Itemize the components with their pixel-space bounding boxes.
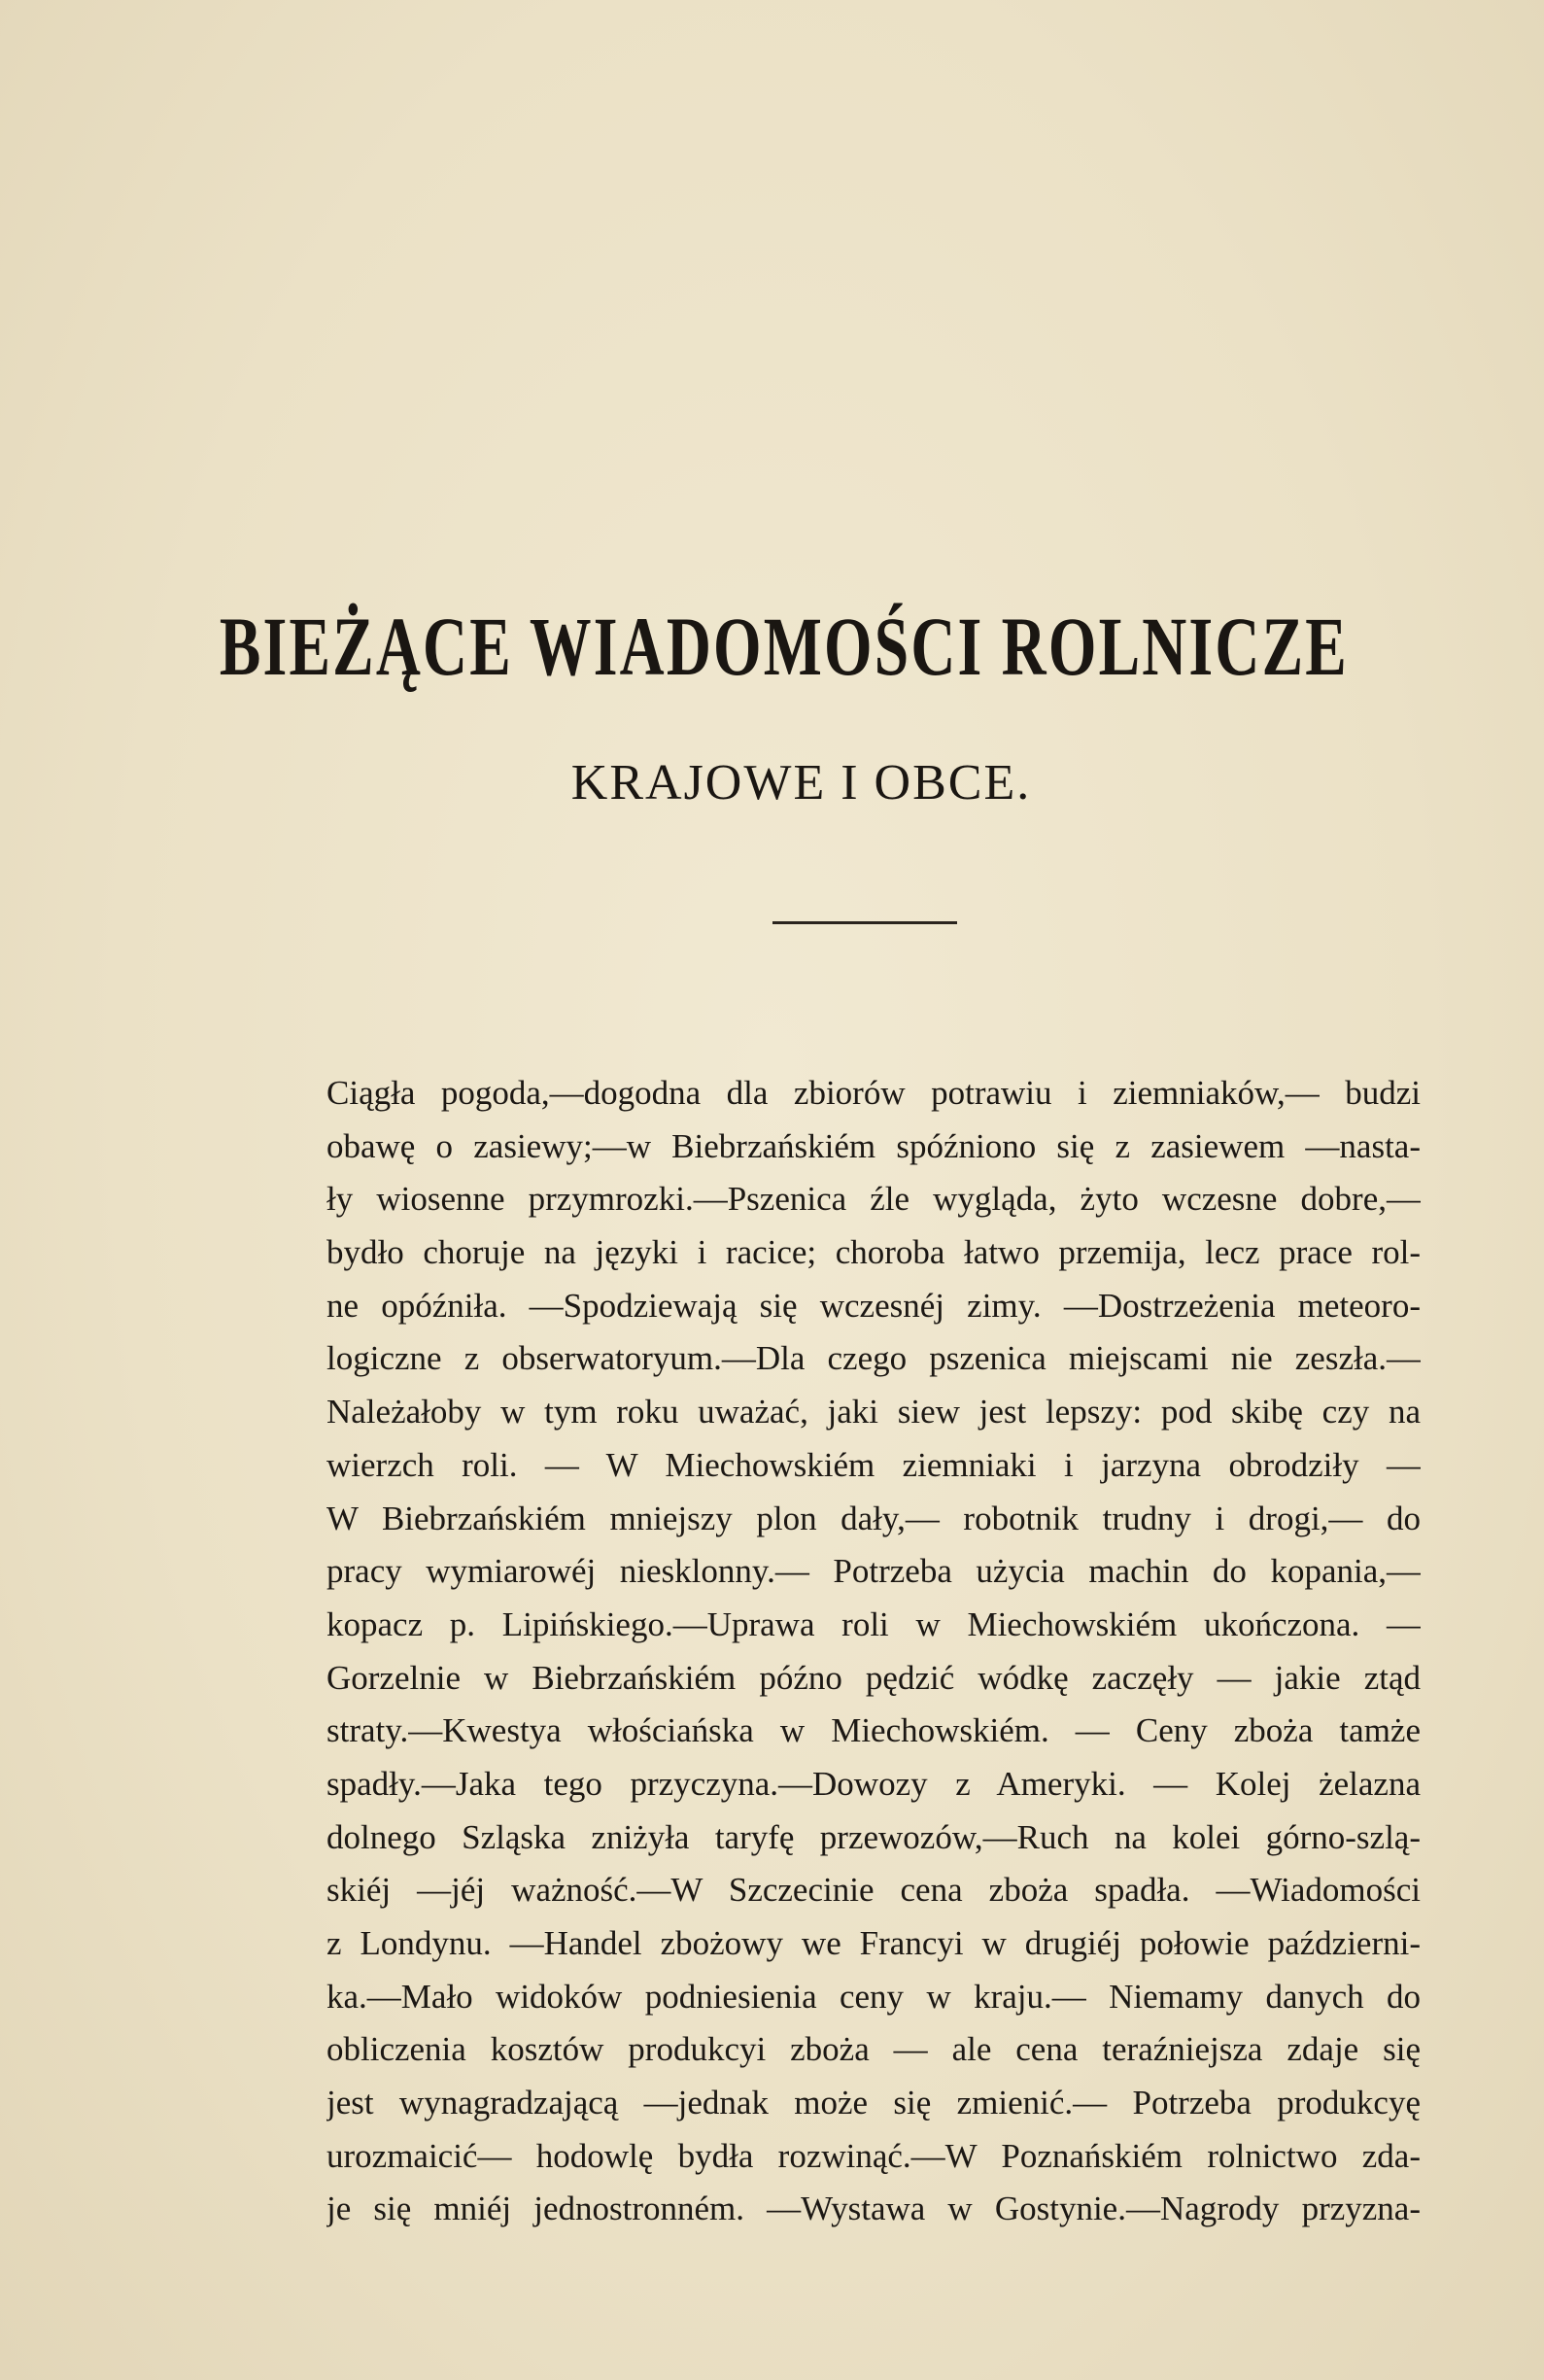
text-line: spadły.—Jaka tego przyczyna.—Dowozy z Ameryki. — Kolej żelazna [326,1764,1421,1803]
text-line: ły wiosenne przymrozki.—Pszenica źle wygląda, żyto wczesne dobre,— [326,1180,1421,1219]
text-line: bydło choruje na języki i racice; choroba łatwo przemija, lecz prace rol- [326,1233,1421,1272]
text-line: Gorzelnie w Biebrzańskiém późno pędzić wódkę zaczęły — jakie ztąd [326,1658,1421,1697]
text-line: z Londynu. —Handel zbożowy we Francyi w drugiéj połowie październi- [326,1924,1421,1962]
text-line: pracy wymiarowéj niesklonny.— Potrzeba użycia machin do kopania,— [326,1552,1421,1591]
text-line: Należałoby w tym roku uważać, jaki siew jest lepszy: pod skibę czy na [326,1393,1421,1431]
text-line: straty.—Kwestya włościańska w Miechowskiém. — Ceny zboża tamże [326,1711,1421,1750]
text-line: skiéj —jéj ważność.—W Szczecinie cena zboża spadła. —Wiadomości [326,1871,1421,1910]
page-title: BIEŻĄCE WIADOMOŚCI ROLNICZE [219,600,1349,693]
text-line: logiczne z obserwatoryum.—Dla czego pszenica miejscami nie zeszła.— [326,1339,1421,1378]
text-line: obawę o zasiewy;—w Biebrzańskiém spóźniono się z zasiewem —nasta- [326,1126,1421,1165]
text-line: dolnego Szląska zniżyła taryfę przewozów,—Ruch na kolei górno-szlą- [326,1817,1421,1856]
text-line: ka.—Mało widoków podniesienia ceny w kraju.— Niemamy danych do [326,1977,1421,2016]
text-line: wierzch roli. — W Miechowskiém ziemniaki i jarzyna obrodziły — [326,1445,1421,1484]
text-line: Ciągła pogoda,—dogodna dla zbiorów potrawiu i ziemniaków,— budzi [326,1074,1421,1112]
text-line: ne opóźniła. —Spodziewają się wczesnéj zimy. —Dostrzeżenia meteoro- [326,1286,1421,1325]
text-line: kopacz p. Lipińskiego.—Uprawa roli w Miechowskiém ukończona. — [326,1604,1421,1643]
text-line: jest wynagradzającą —jednak może się zmienić.— Potrzeba produkcyę [326,2084,1421,2122]
section-divider [772,921,957,924]
text-line: W Biebrzańskiém mniejszy plon dały,— robotnik trudny i drogi,— do [326,1499,1421,1537]
page-subtitle: KRAJOWE I OBCE. [570,755,1032,811]
text-line: obliczenia kosztów produkcyi zboża — ale cena teraźniejsza zdaje się [326,2030,1421,2069]
text-line: urozmaicić— hodowlę bydła rozwinąć.—W Poznańskiém rolnictwo zda- [326,2136,1421,2175]
summary-paragraph [326,1067,1421,2236]
text-line: je się mniéj jednostronném. —Wystawa w Gostynie.—Nagrody przyzna- [326,2190,1421,2228]
